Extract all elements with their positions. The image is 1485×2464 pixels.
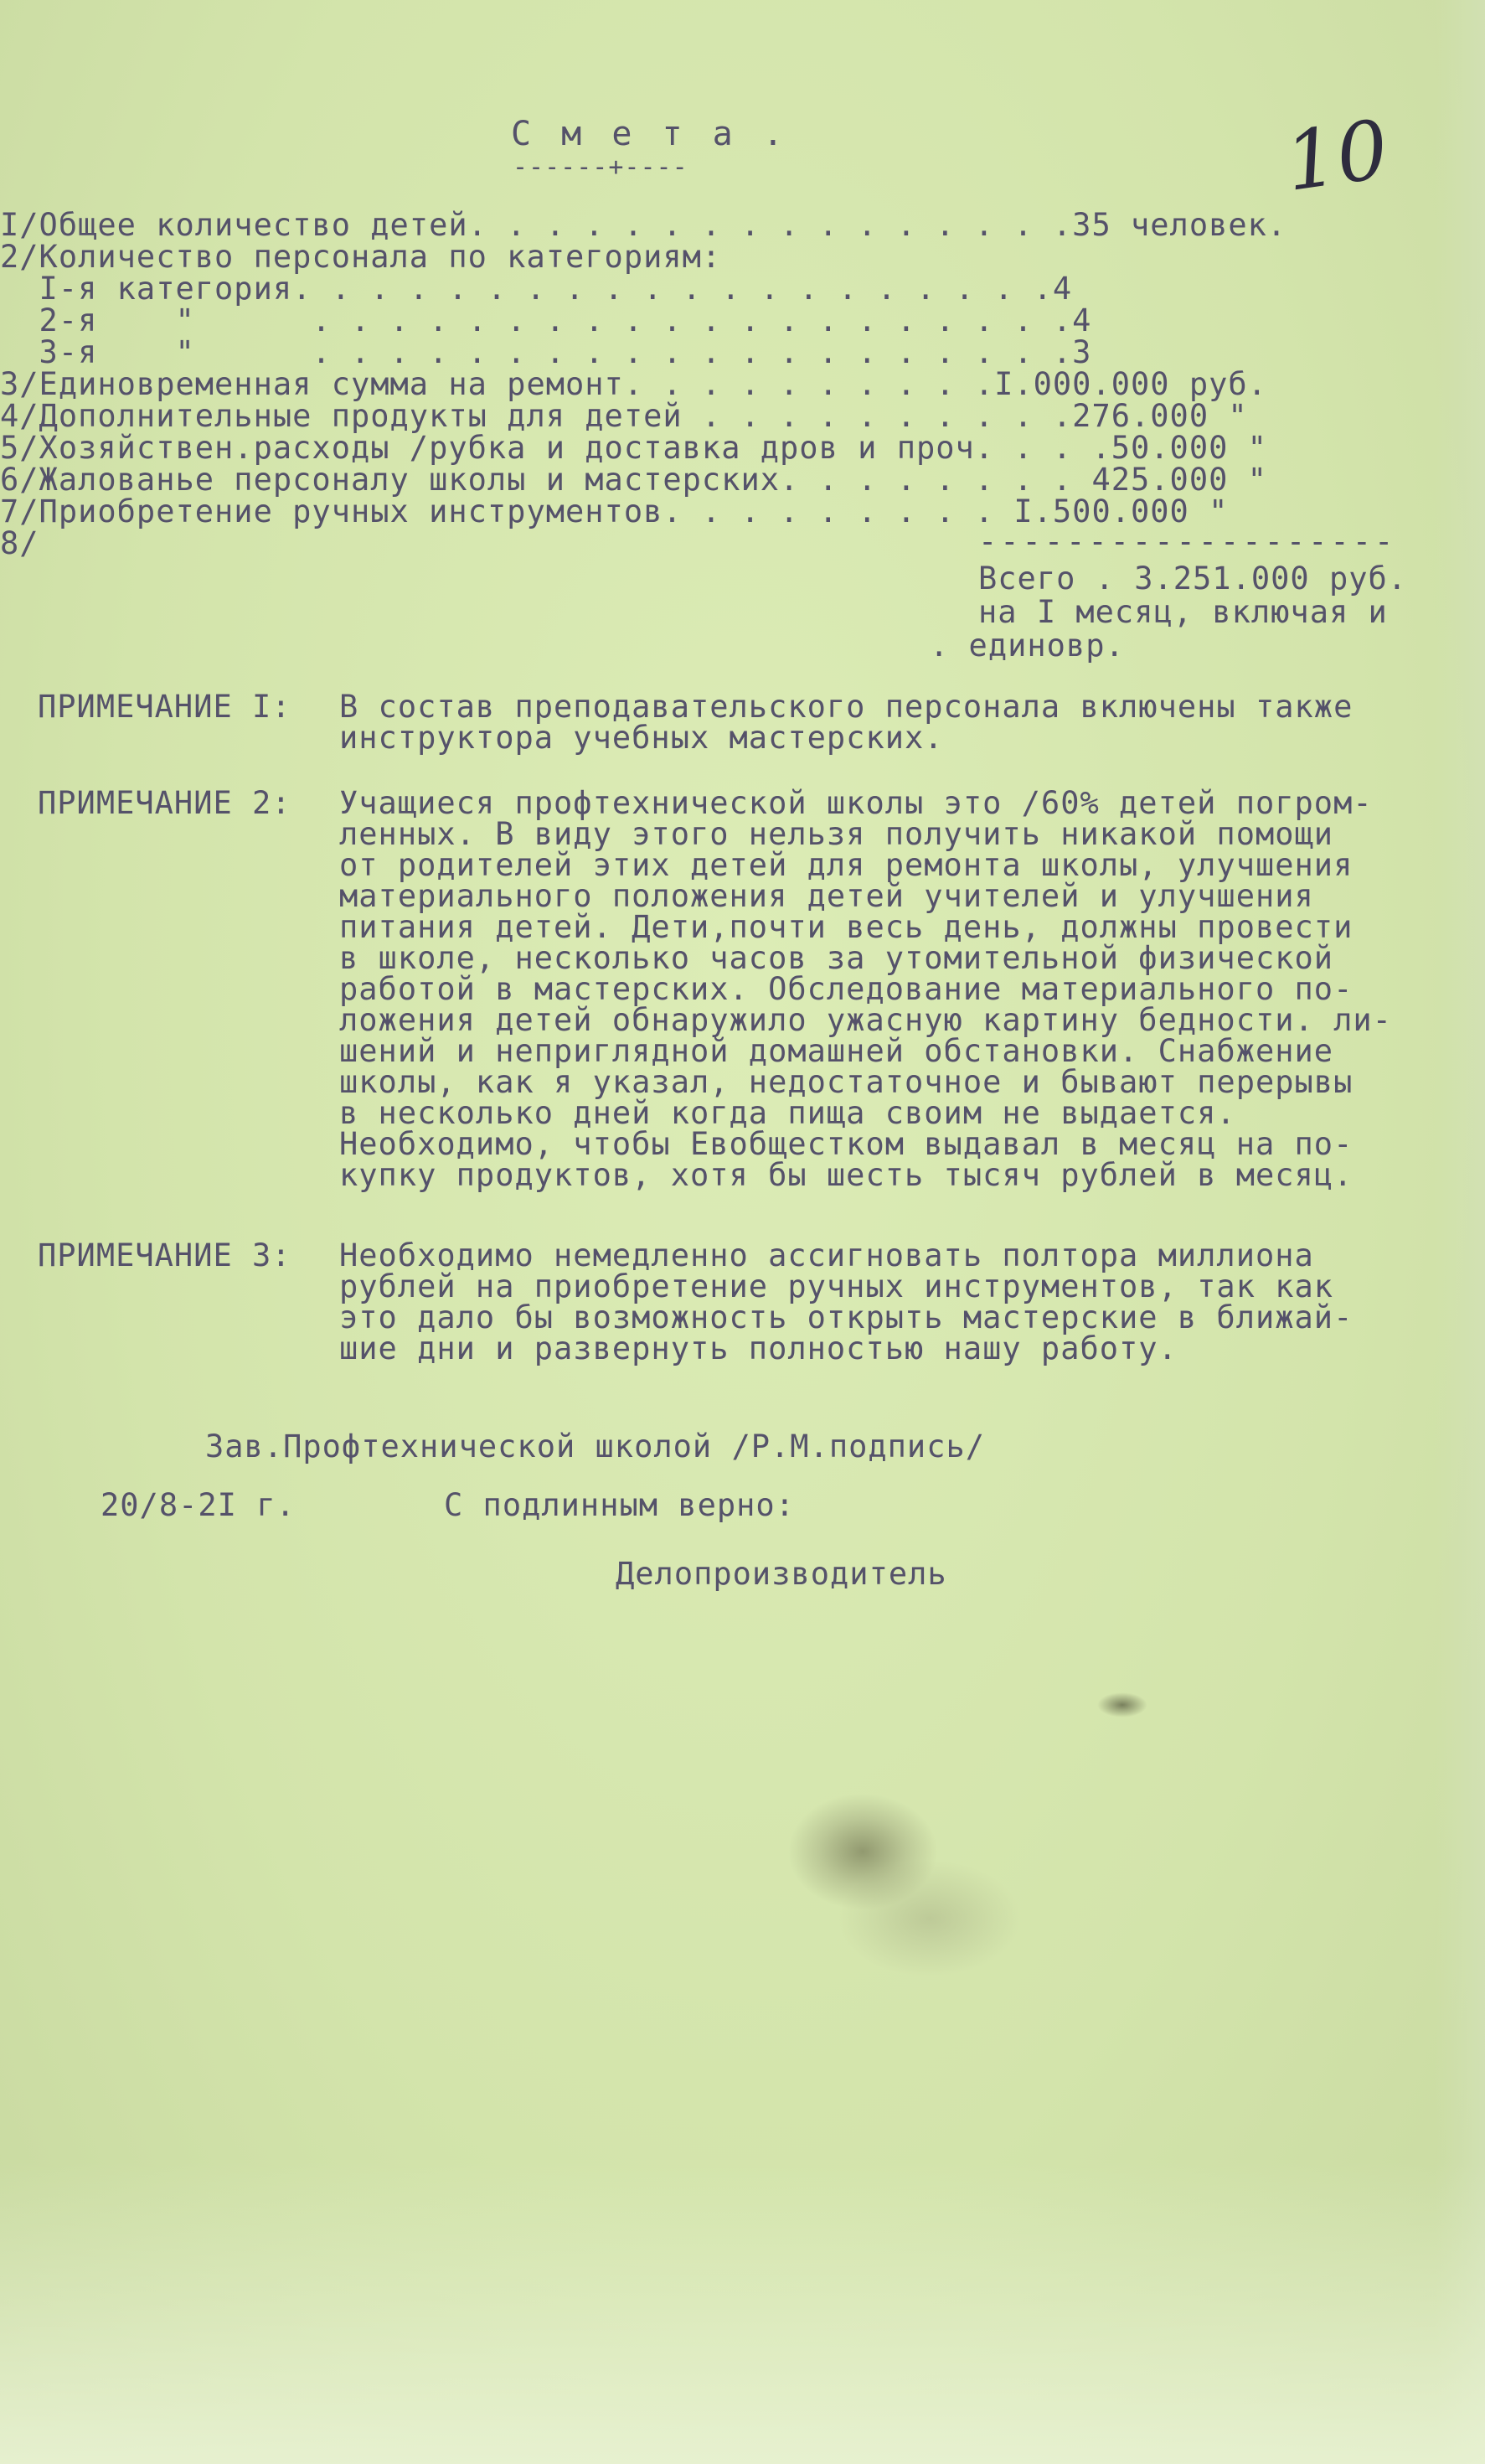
note-line: купку продуктов, хотя бы шесть тысяч рублей в месяц. bbox=[339, 1157, 1354, 1193]
document-title: С м е т а . bbox=[511, 115, 788, 153]
page-edge-shadow bbox=[1435, 0, 1485, 2464]
total-rule: ------------------- bbox=[978, 524, 1397, 560]
note-line: ленных. В виду этого нельзя получить никакой помощи bbox=[339, 816, 1334, 852]
folio-number: 10 bbox=[1279, 102, 1395, 209]
list-item: 5/Хозяйствен.расходы /рубка и доставка дров и проч. . . .50.000 " bbox=[0, 430, 1267, 466]
note-line: В состав преподавательского персонала включены также bbox=[339, 689, 1354, 725]
list-item: 2/Количество персонала по категориям: bbox=[0, 239, 722, 275]
note-line: шие дни и развернуть полностью нашу работу. bbox=[339, 1330, 1178, 1366]
note-line: шений и неприглядной домашней обстановки. Снабжение bbox=[339, 1033, 1334, 1069]
note-line: питания детей. Дети,почти весь день, должны провести bbox=[339, 909, 1354, 945]
note-line: в несколько дней когда пища своим не выдается. bbox=[339, 1095, 1236, 1131]
note-line: ложения детей обнаружило ужасную картину бедности. ли- bbox=[339, 1002, 1392, 1038]
list-item: I/Общее количество детей. . . . . . . . . . . . . . . .35 человек. bbox=[0, 207, 1287, 243]
list-item: 3-я " . . . . . . . . . . . . . . . . . . . .3 bbox=[0, 334, 1092, 370]
note-line: Необходимо немедленно ассигновать полтора миллиона bbox=[339, 1237, 1314, 1273]
lower-faded-band bbox=[0, 2162, 1485, 2464]
title-underline: ------+---- bbox=[513, 152, 688, 182]
note-label: ПРИМЕЧАНИЕ 3: bbox=[38, 1237, 291, 1273]
list-item: 3/Единовременная сумма на ремонт. . . . . . . . . .I.000.000 руб. bbox=[0, 366, 1267, 402]
note-label: ПРИМЕЧАНИЕ I: bbox=[38, 689, 291, 725]
list-item: 2-я " . . . . . . . . . . . . . . . . . . . .4 bbox=[0, 302, 1092, 338]
total-period: на I месяц, включая и bbox=[978, 594, 1388, 630]
note-line: это дало бы возможность открыть мастерские в ближай- bbox=[339, 1299, 1354, 1335]
list-item: 6/Жалованье персоналу школы и мастерских. . . . . . . . 425.000 " bbox=[0, 462, 1267, 498]
certification-text: С подлинным верно: bbox=[444, 1487, 795, 1523]
list-item: 4/Дополнительные продукты для детей . . . . . . . . . .276.000 " bbox=[0, 398, 1248, 434]
clerk-title: Делопроизводитель bbox=[616, 1556, 947, 1592]
stain-mark bbox=[1097, 1692, 1147, 1718]
note-label: ПРИМЕЧАНИЕ 2: bbox=[38, 785, 291, 821]
note-line: Учащиеся профтехнической школы это /60% детей погром- bbox=[339, 785, 1373, 821]
list-item: I-я категория. . . . . . . . . . . . . . . . . . . .4 bbox=[0, 271, 1073, 307]
note-line: школы, как я указал, недостаточное и бывают перерывы bbox=[339, 1064, 1354, 1100]
total-note: . единовр. bbox=[930, 628, 1125, 664]
note-line: работой в мастерских. Обследование материального по- bbox=[339, 971, 1354, 1007]
signature-line: Зав.Профтехнической школой /Р.М.подпись/ bbox=[205, 1428, 986, 1464]
document-date: 20/8-2I г. bbox=[101, 1487, 296, 1523]
list-item: 8/ bbox=[0, 525, 39, 561]
note-line: от родителей этих детей для ремонта школы, улучшения bbox=[339, 847, 1354, 883]
total-amount: Всего . 3.251.000 руб. bbox=[978, 560, 1408, 597]
note-line: материального положения детей учителей и улучшения bbox=[339, 878, 1314, 914]
list-item: 7/Приобретение ручных инструментов. . . . . . . . . I.500.000 " bbox=[0, 493, 1229, 529]
note-line: рублей на приобретение ручных инструментов, так как bbox=[339, 1268, 1334, 1304]
note-line: в школе, несколько часов за утомительной физической bbox=[339, 940, 1334, 976]
stain-mark bbox=[838, 1860, 1022, 1977]
note-line: Необходимо, чтобы Евобщестком выдавал в месяц на по- bbox=[339, 1126, 1354, 1162]
note-line: инструктора учебных мастерских. bbox=[339, 720, 944, 756]
